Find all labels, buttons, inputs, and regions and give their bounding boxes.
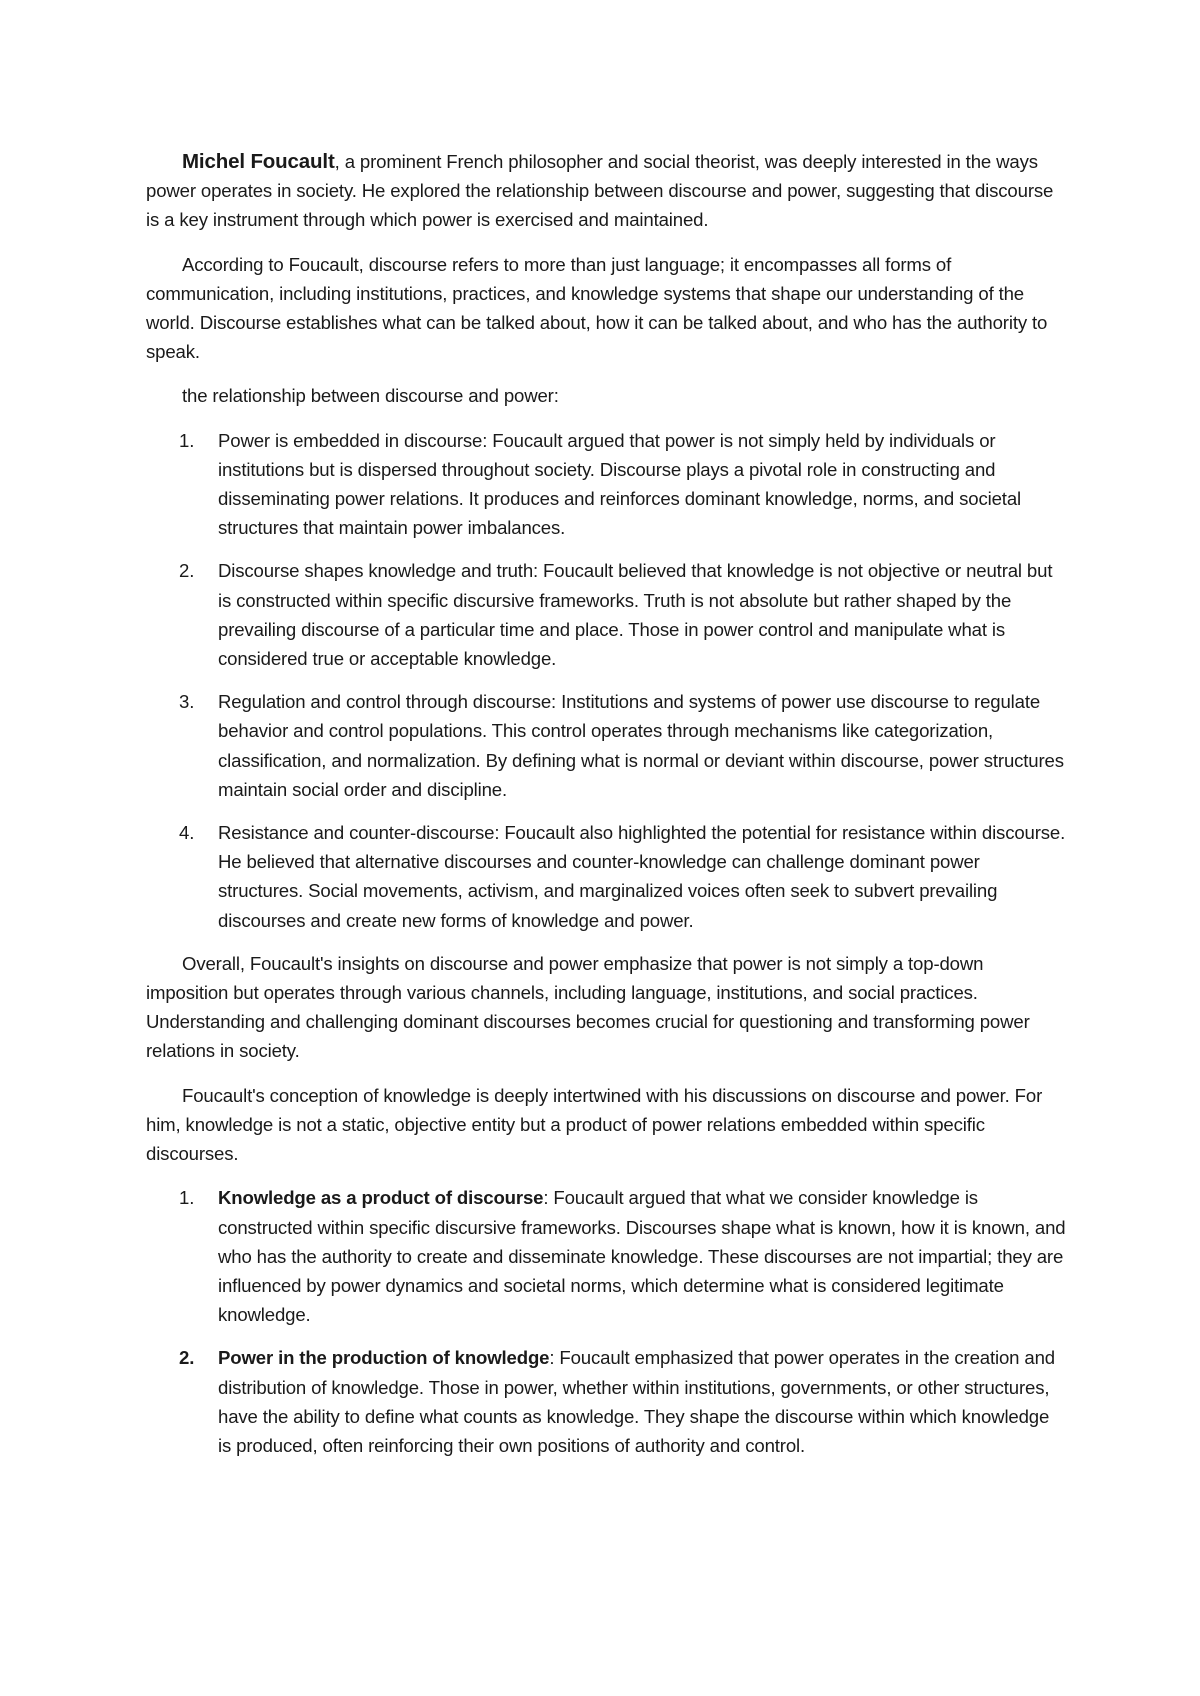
- intro-name: Michel Foucault: [182, 150, 335, 173]
- list-number: 2.: [179, 560, 195, 582]
- list-number: 1.: [179, 429, 195, 451]
- list-item-text: Power is embedded in discourse: Foucault argued that power is not simply held by individuals or institutions but is dispersed throughout society. Discourse plays a pivotal role in constructing and disseminating power relations. It produces and reinforces dominant knowledge, norms, and societal structures that maintain power imbalances.: [218, 429, 1021, 539]
- discourse-power-list: [146, 426, 1066, 935]
- intro-paragraph: [146, 147, 1066, 235]
- document-body: [146, 147, 1066, 1474]
- paragraph-overall: Overall, Foucault's insights on discourse and power emphasize that power is not simply a top-down imposition but operates through various channels, including language, institutions, and social practices. Understanding and challenging dominant discourses becomes crucial for questioning and transforming power relations in society.: [146, 952, 1030, 1062]
- list-item-text: Regulation and control through discourse: Institutions and systems of power use discourse to regulate behavior and control populations. This control operates through mechanisms like categorization, classification, and normalization. By defining what is normal or deviant within discourse, power structures maintain social order and discipline.: [218, 691, 1064, 800]
- list-item-text: : Foucault emphasized that power operates in the creation and distribution of knowledge. Those in power, whether within institutions, governments, or other structures, have the ability to define what counts as knowledge. They shape the discourse within which knowledge is produced, often reinforcing their own positions of authority and control.: [218, 1347, 1055, 1456]
- list-item-term: Power in the production of knowledge: [218, 1347, 550, 1369]
- list-number: 1.: [179, 1187, 195, 1209]
- list-number: 4.: [179, 822, 195, 844]
- list-item: [146, 818, 1066, 935]
- list-item: [146, 1183, 1066, 1329]
- list-item-term: Knowledge as a product of discourse: [218, 1187, 544, 1209]
- intro-text: , a prominent French philosopher and social theorist, was deeply interested in the ways power operates in society. He explored the relationship between discourse and power, suggesting that discourse is a key instrument through which power is exercised and maintained.: [146, 151, 1054, 231]
- list-item-text: Resistance and counter-discourse: Foucault also highlighted the potential for resistance within discourse. He believed that alternative discourses and counter-knowledge can challenge dominant power structures. Social movements, activism, and marginalized voices often seek to subvert prevailing discourses and create new forms of knowledge and power.: [218, 822, 1066, 931]
- paragraph-knowledge: Foucault's conception of knowledge is deeply intertwined with his discussions on discourse and power. For him, knowledge is not a static, objective entity but a product of power relations embedded within specific discourses.: [146, 1084, 1043, 1165]
- paragraph-discourse-definition: According to Foucault, discourse refers to more than just language; it encompasses all forms of communication, including institutions, practices, and knowledge systems that shape our understanding of the world. Discourse establishes what can be talked about, how it can be talked about, and who has the authority to speak.: [146, 253, 1048, 363]
- list-number: 3.: [179, 691, 195, 713]
- list-item: [146, 1343, 1066, 1460]
- list-number: 2.: [179, 1347, 195, 1369]
- list-item-text: Discourse shapes knowledge and truth: Foucault believed that knowledge is not objective or neutral but is constructed within specific discursive frameworks. Truth is not absolute but rather shaped by the prevailing discourse of a particular time and place. Those in power control and manipulate what is considered true or acceptable knowledge.: [218, 560, 1053, 670]
- list-item: [146, 426, 1066, 543]
- list-item-text: : Foucault argued that what we consider knowledge is constructed within specific discursive frameworks. Discourses shape what is known, how it is known, and who has the authority to create and disseminate knowledge. These discourses are not impartial; they are influenced by power dynamics and societal norms, which determine what is considered legitimate knowledge.: [218, 1187, 1066, 1326]
- list-item: [146, 687, 1066, 804]
- knowledge-list: [146, 1183, 1066, 1460]
- list-item: [146, 556, 1066, 673]
- list-intro: the relationship between discourse and power:: [182, 385, 559, 407]
